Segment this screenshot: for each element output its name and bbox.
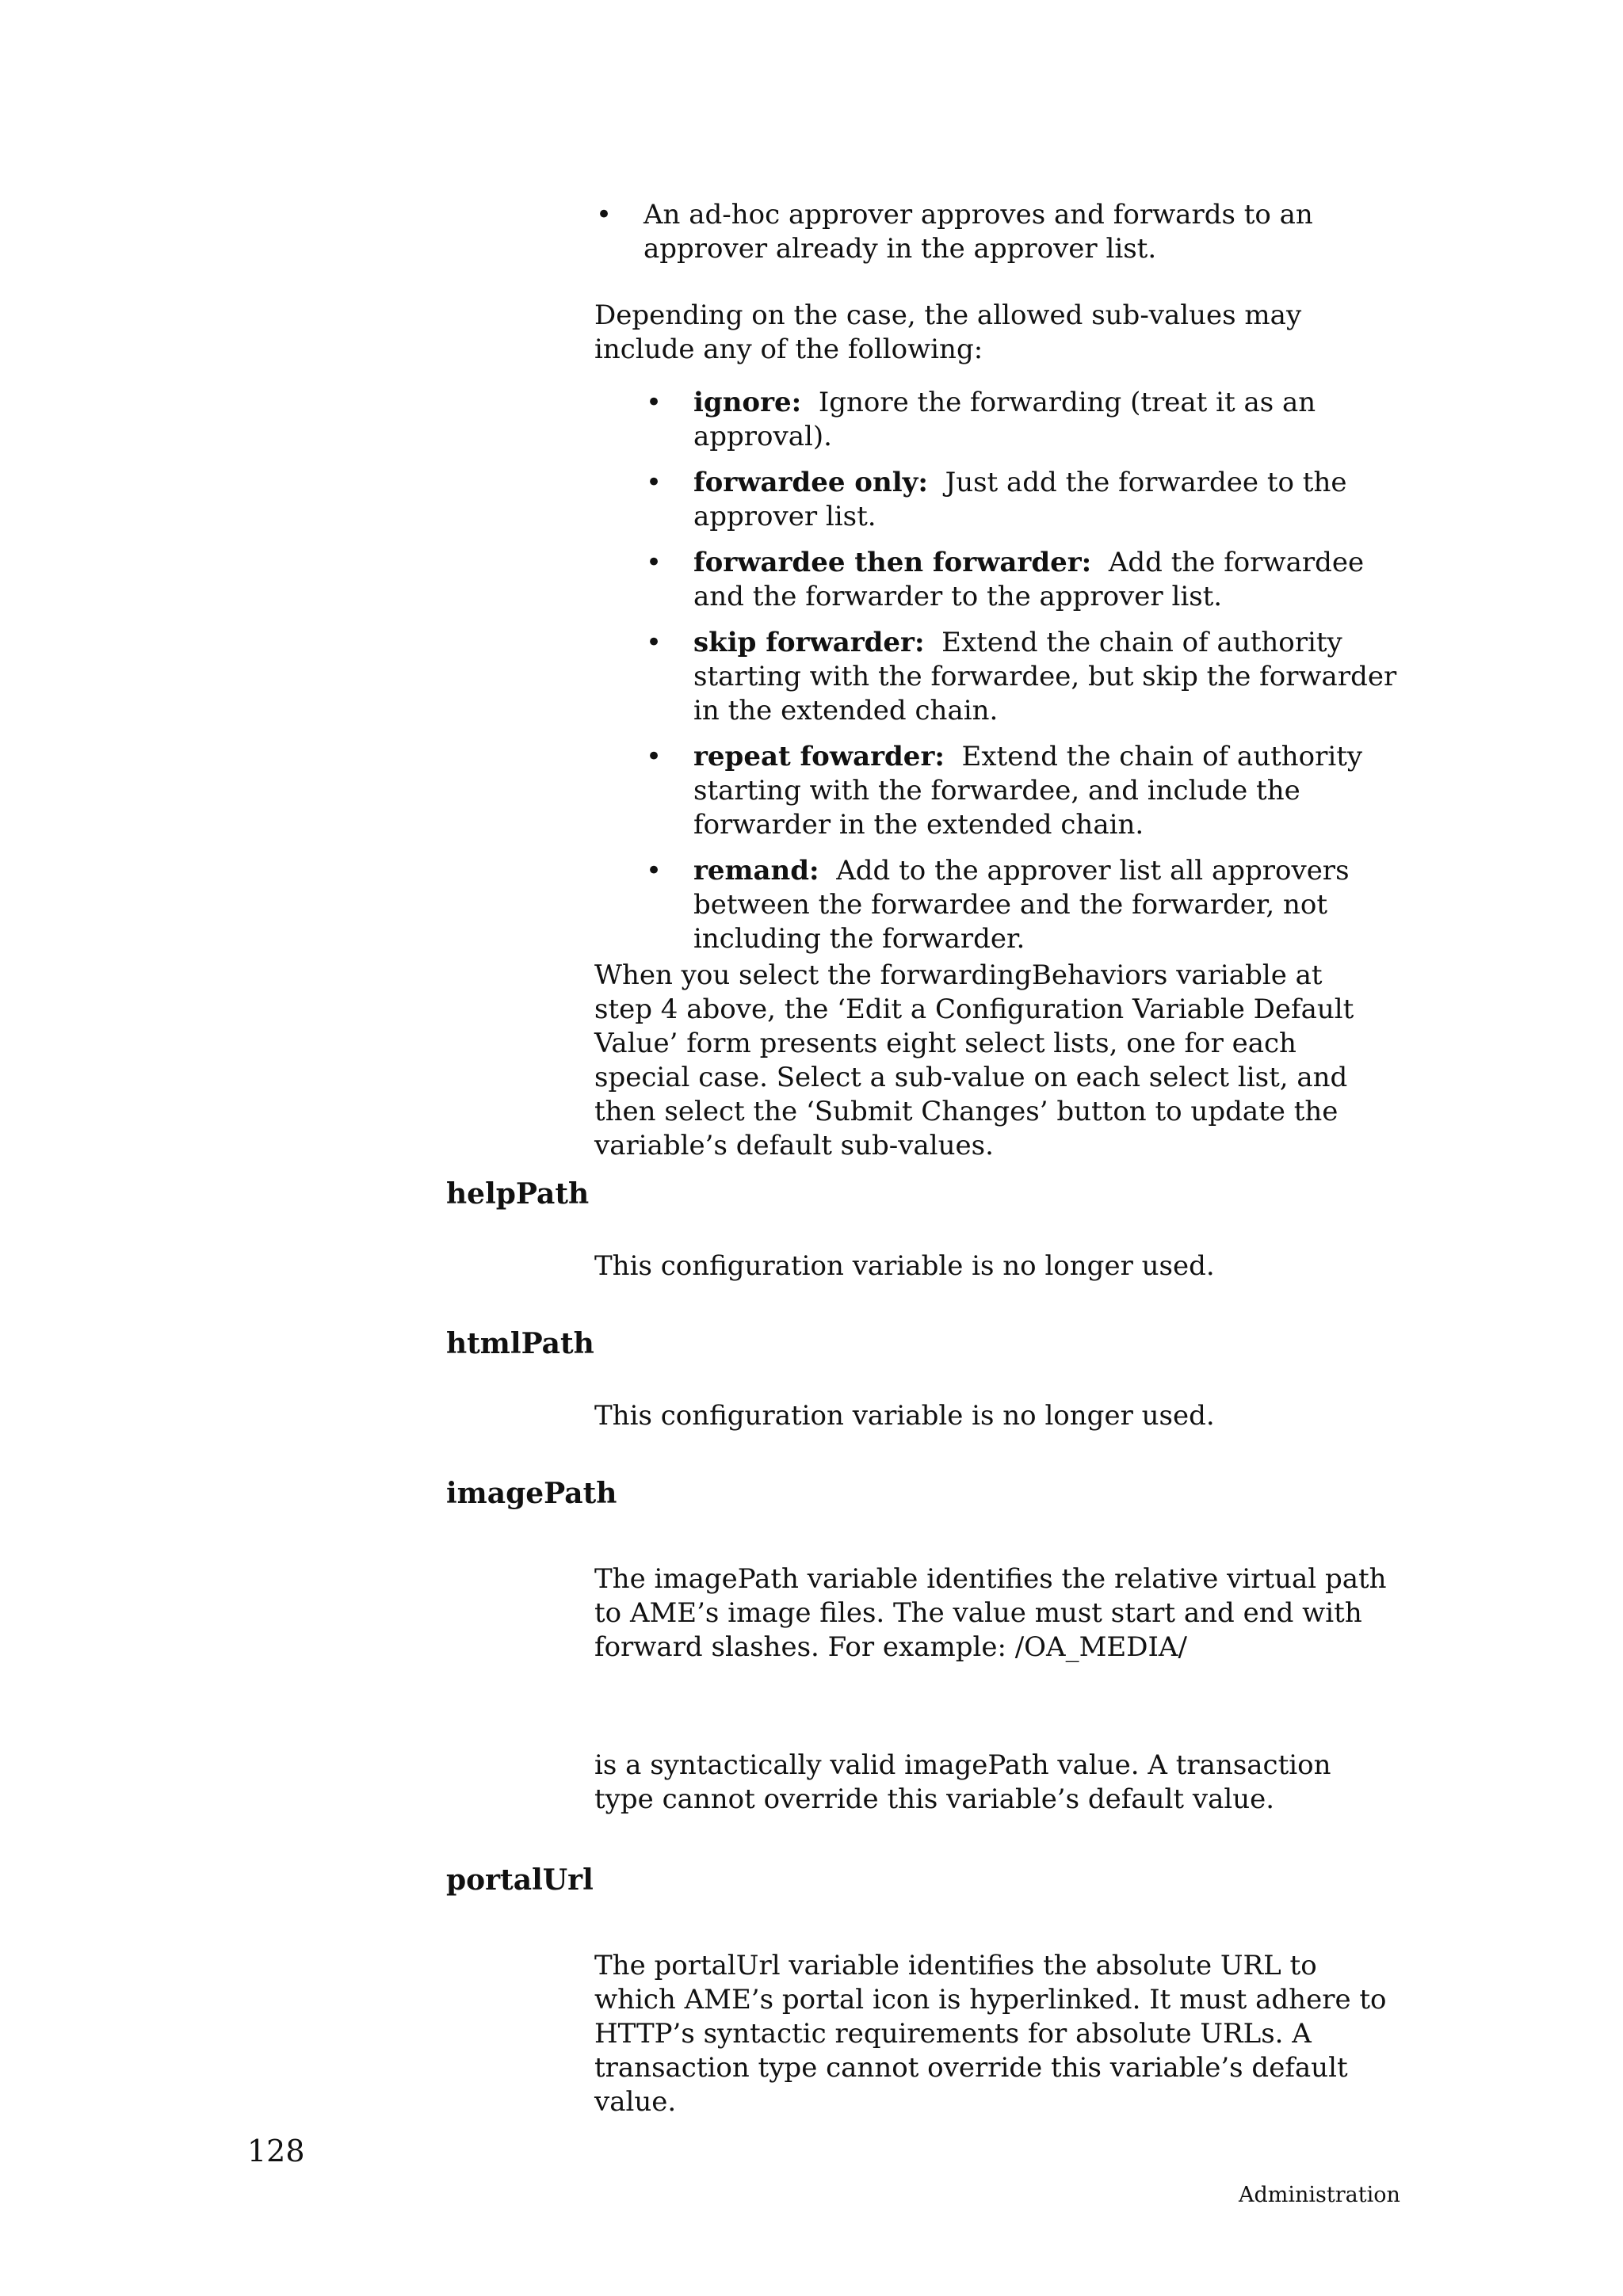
portal-url-heading: portalUrl [446, 1863, 594, 1897]
image-path-text: The imagePath variable identifies the relative virtual path to AME’s image files. The value must start and end with forward slashes. For example: /OA_MEDIA/ [594, 1563, 1387, 1663]
list-item [693, 466, 1399, 534]
help-path-heading: helpPath [446, 1177, 590, 1211]
image-path-text-continued: is a syntactically valid imagePath value. A transaction type cannot override this variable’s default value. [594, 1749, 1331, 1815]
html-path-heading: htmlPath [446, 1327, 594, 1360]
list-item [643, 198, 1381, 266]
help-path-text: This configuration variable is no longer used. [594, 1250, 1215, 1282]
sub-values-list [693, 386, 1399, 956]
html-path-text: This configuration variable is no longer used. [594, 1400, 1215, 1432]
list-item [693, 386, 1399, 454]
page-number: 128 [247, 2134, 305, 2168]
list-item [693, 854, 1399, 956]
list-item [693, 546, 1399, 614]
sub-value-desc: Ignore the forwarding (treat it as an approval). [693, 387, 1316, 452]
forwarding-paragraph: When you select the forwardingBehaviors variable at step 4 above, the ‘Edit a Configuration Variable Default Value’ form presents eight select lists, one for each special case. Select a sub-value on each select list, and then select the ‘Submit Changes’ button to update the variable’s default sub-values. [594, 959, 1354, 1161]
image-path-heading: imagePath [446, 1477, 617, 1510]
list-item [693, 740, 1399, 842]
portal-url-text: The portalUrl variable identifies the absolute URL to which AME’s portal icon is hyperlinked. It must adhere to HTTP’s syntactic requirements for absolute URLs. A transaction type cannot override this variable’s default value. [594, 1950, 1387, 2118]
sub-value-term: forwardee only: [693, 467, 928, 498]
sub-value-desc: Add to the approver list all approvers between the forwardee and the forwarder, not including the forwarder. [693, 855, 1350, 955]
sub-value-term: forwardee then forwarder: [693, 547, 1092, 578]
sub-value-desc: Extend the chain of authority starting with the forwardee, and include the forwarder in the extended chain. [693, 741, 1363, 841]
intro-paragraph: Depending on the case, the allowed sub-values may include any of the following: [594, 299, 1302, 365]
sub-value-desc: Extend the chain of authority starting with the forwardee, but skip the forwarder in the extended chain. [693, 627, 1397, 727]
sub-value-desc: Add the forwardee and the forwarder to the approver list. [693, 547, 1365, 612]
sub-value-term: skip forwarder: [693, 627, 925, 658]
list-item [693, 626, 1399, 728]
footer-section-label: Administration [1239, 2183, 1400, 2207]
top-bullet-list [643, 198, 1381, 266]
sub-value-term: ignore: [693, 387, 802, 418]
sub-value-term: repeat fowarder: [693, 741, 945, 772]
top-bullet-text: An ad-hoc approver approves and forwards to an approver already in the approver list. [643, 199, 1313, 265]
sub-value-term: remand: [693, 855, 819, 887]
sub-value-desc: Just add the forwardee to the approver list. [693, 467, 1347, 532]
